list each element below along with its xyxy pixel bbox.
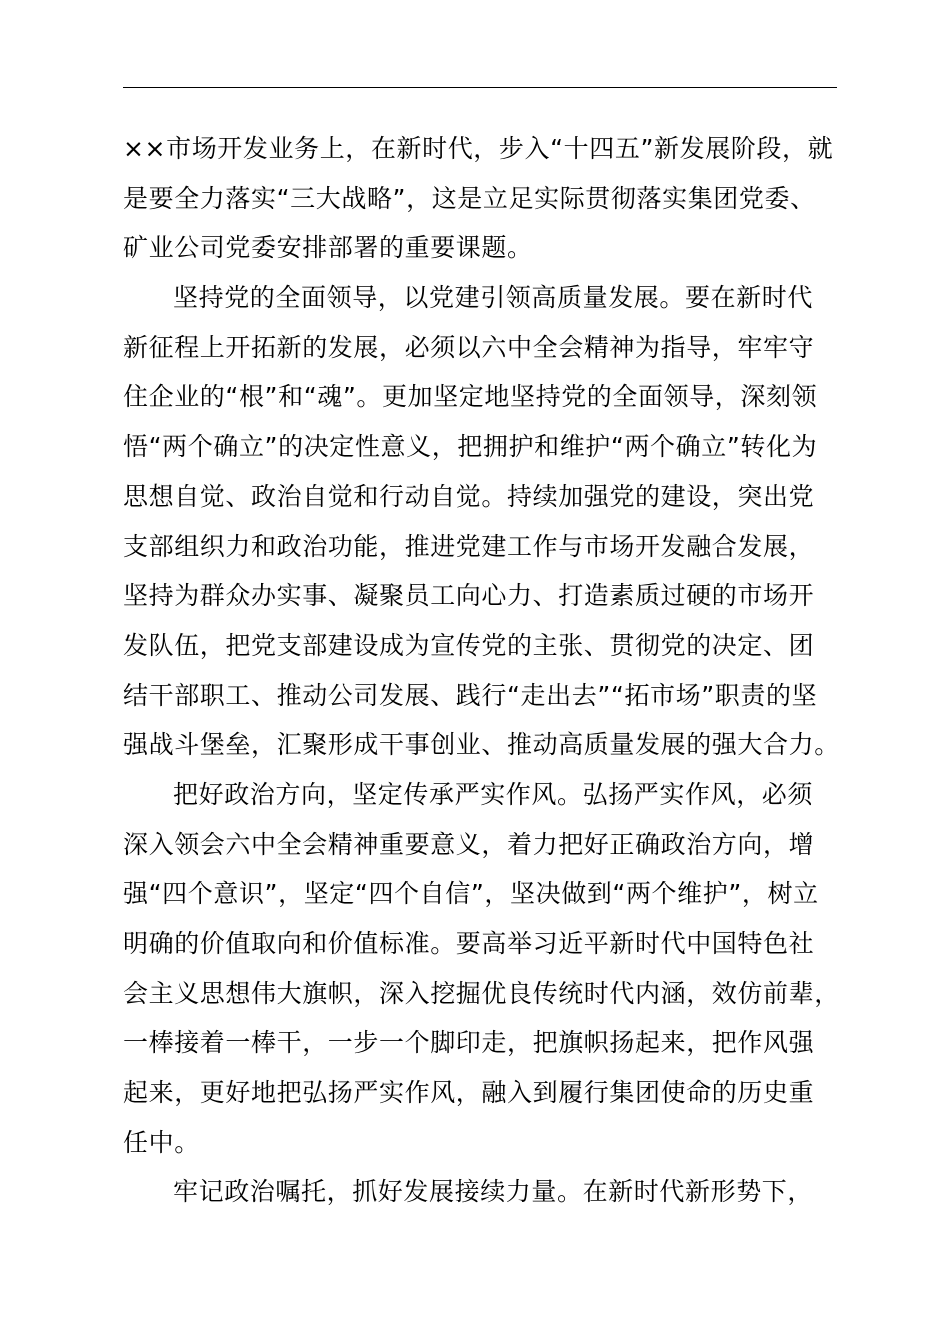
text-line: ××市场开发业务上，在新时代，步入“十四五”新发展阶段，就	[123, 134, 834, 163]
text-line: 起来，更好地把弘扬严实作风，融入到履行集团使命的历史重	[123, 1078, 815, 1108]
text-line: 是要全力落实“三大战略”，这是立足实际贯彻落实集团党委、	[123, 183, 816, 213]
text-line: 一棒接着一棒干，一步一个脚印走，把旗帜扬起来，把作风强	[123, 1028, 815, 1058]
text-line: 深入领会六中全会精神重要意义，着力把好正确政治方向，增	[123, 829, 815, 859]
text-line: 明确的价值取向和价值标准。要高举习近平新时代中国特色社	[123, 929, 815, 958]
text-line: 坚持为群众办实事、凝聚员工向心力、打造素质过硬的市场开	[123, 581, 815, 611]
text-line: 支部组织力和政治功能，推进党建工作与市场开发融合发展，	[123, 531, 815, 561]
text-line: 会主义思想伟大旗帜，深入挖掘优良传统时代内涵，效仿前辈，	[123, 978, 840, 1008]
document-body	[123, 124, 883, 1217]
text-line: 强“四个意识”，坚定“四个自信”，坚决做到“两个维护”，树立	[123, 879, 819, 909]
text-line: 把好政治方向，坚定传承严实作风。弘扬严实作风，必须	[173, 779, 814, 809]
text-line: 结干部职工、推动公司发展、践行“走出去”“拓市场”职责的坚	[123, 680, 818, 710]
text-line: 强战斗堡垒，汇聚形成干事创业、推动高质量发展的强大合力。	[123, 730, 840, 760]
text-line: 任中。	[123, 1127, 200, 1157]
text-line: 发队伍，把党支部建设成为宣传党的主张、贯彻党的决定、团	[123, 630, 815, 660]
text-line: 坚持党的全面领导，以党建引领高质量发展。要在新时代	[173, 283, 814, 313]
text-line: 悟“两个确立”的决定性意义，把拥护和维护“两个确立”转化为	[123, 432, 818, 462]
text-line: 住企业的“根”和“魂”。更加坚定地坚持党的全面领导，深刻领	[123, 382, 818, 412]
header-rule	[123, 87, 837, 88]
text-line: 新征程上开拓新的发展，必须以六中全会精神为指导，牢牢守	[123, 332, 815, 362]
text-line: 思想自觉、政治自觉和行动自觉。持续加强党的建设，突出党	[123, 481, 815, 511]
text-line: 矿业公司党委安排部署的重要课题。	[123, 233, 533, 263]
text-line: 牢记政治嘱托，抓好发展接续力量。在新时代新形势下，	[173, 1177, 814, 1207]
